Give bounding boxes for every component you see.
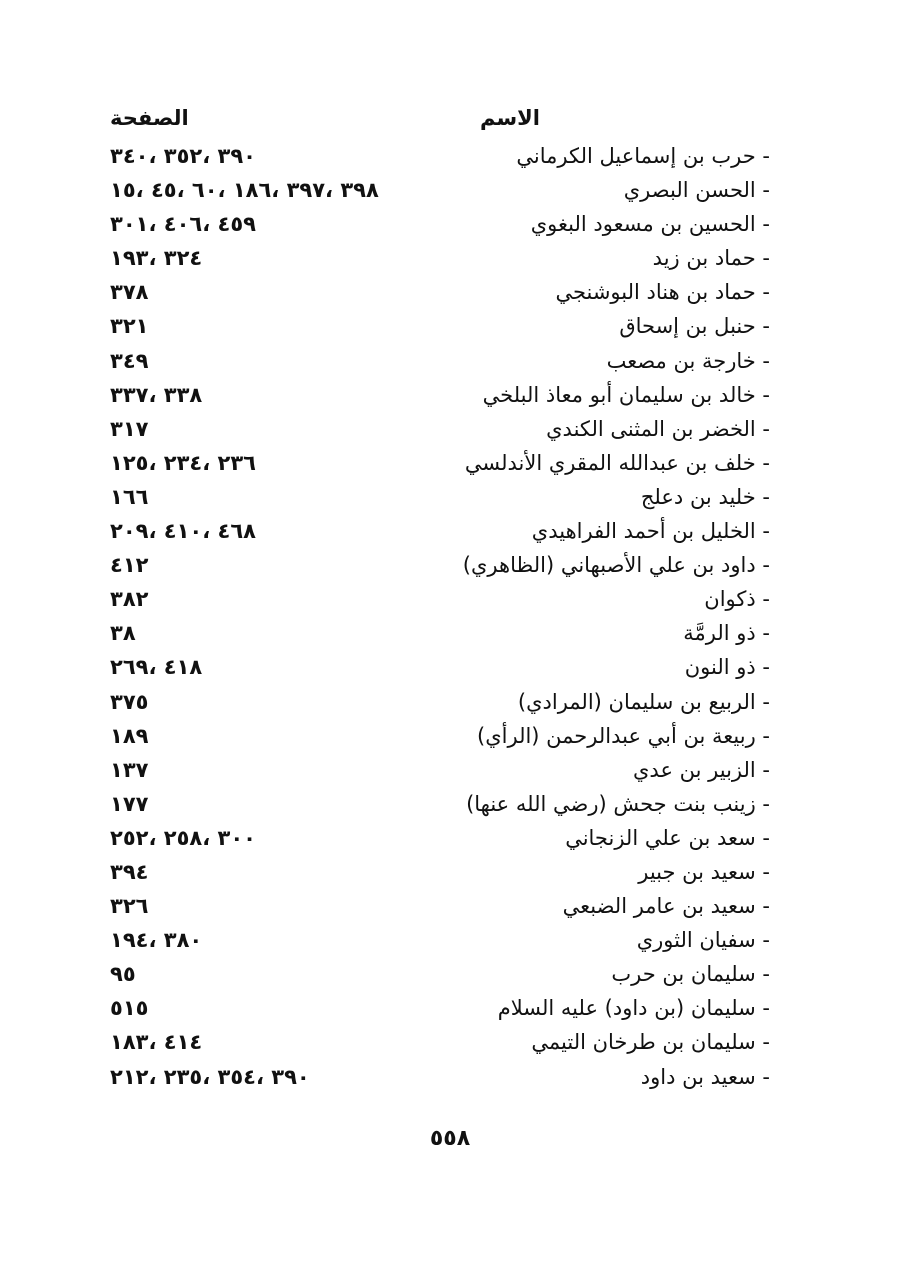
entry-name: - سليمان (بن داود) عليه السلام [497,996,770,1021]
entry-pages: ٤٥٩ ،٤٠٦ ،٣٠١ [110,212,256,237]
index-row [110,1062,770,1096]
entry-name: - الحسين بن مسعود البغوي [530,212,770,237]
entry-pages: ٩٥ [110,962,136,987]
entry-pages: ٣٩٤ [110,859,149,884]
index-row [110,823,770,857]
entry-name: - خلف بن عبدالله المقري الأندلسي [464,450,770,475]
entry-pages: ٣٨ [110,621,136,646]
entry-pages: ١٨٩ [110,723,149,748]
entry-pages: ٥١٥ [110,996,149,1021]
entry-name: - ذو النون [684,655,770,680]
entry-name: - الخضر بن المثنى الكندي [546,416,770,441]
entry-pages: ٢٣٦ ،٢٣٤ ،١٢٥ [110,450,256,475]
entry-pages: ٣٧٥ [110,689,149,714]
entry-pages: ٤١٤ ،١٨٣ [110,1030,203,1055]
entry-name: - سليمان بن طرخان التيمي [531,1030,770,1055]
index-row [110,550,770,584]
entry-pages: ٣٢٤ ،١٩٣ [110,246,203,271]
entry-name: - حماد بن زيد [652,246,770,271]
index-row [110,618,770,652]
index-row [110,789,770,823]
entry-name: - ذو الرمَّة [683,621,770,646]
index-row [110,414,770,448]
entry-name: - حرب بن إسماعيل الكرماني [516,144,770,168]
index-row [110,482,770,516]
index-row [110,721,770,755]
entry-pages: ٣٩٨ ،٣٩٧ ،١٨٦ ،٦٠ ،٤٥ ،١٥ [110,178,379,203]
index-row [110,687,770,721]
entry-name: - الخليل بن أحمد الفراهيدي [531,519,770,544]
index-row [110,857,770,891]
index-row [110,1027,770,1061]
entry-name: - ربيعة بن أبي عبدالرحمن (الرأي) [477,723,770,748]
entry-name: - الحسن البصري [623,178,770,203]
entry-name: - زينب بنت جحش (رضي الله عنها) [466,791,770,816]
entry-pages: ١٧٧ [110,791,149,816]
index-row [110,516,770,550]
entry-name: - خالد بن سليمان أبو معاذ البلخي [482,382,770,407]
entry-pages: ٣٢٦ [110,894,149,919]
entry-name: - سعيد بن داود [640,1064,770,1089]
entry-name: - الزبير بن عدي [632,757,770,782]
entry-pages: ٣٣٨ ،٣٣٧ [110,382,203,407]
index-row [110,993,770,1027]
index-row [110,175,770,209]
entry-pages: ٣٤٩ [110,348,149,373]
index-row [110,243,770,277]
index-row [110,209,770,243]
index-row [110,311,770,345]
entry-pages: ٣٩٠ ،٣٥٢ ،٣٤٠ [110,144,256,168]
index-list [110,141,770,1096]
entry-name: - خارجة بن مصعب [606,348,770,373]
entry-name: - سعيد بن عامر الضبعي [562,894,770,919]
entry-pages: ١٣٧ [110,757,149,782]
entry-pages: ٤١٢ [110,553,149,578]
page-number: ٥٥٨ [429,1126,471,1151]
index-row [110,891,770,925]
entry-pages: ٣٢١ [110,314,149,339]
entry-pages: ٤١٨ ،٢٦٩ [110,655,203,680]
entry-pages: ٣٩٠ ،٣٥٤ ،٢٣٥ ،٢١٢ [110,1064,310,1089]
entry-name: - سفيان الثوري [636,928,770,953]
entry-name: - سعيد بن جبير [638,859,770,884]
index-row [110,959,770,993]
entry-name: - حنبل بن إسحاق [619,314,770,339]
column-header-name: الاسم [480,106,540,130]
entry-pages: ١٦٦ [110,484,149,509]
entry-pages: ٣١٧ [110,416,149,441]
entry-name: - الربيع بن سليمان (المرادي) [517,689,770,714]
entry-name: - ذكوان [704,587,770,612]
entry-name: - سليمان بن حرب [611,962,770,987]
index-row [110,141,770,175]
entry-name: - حماد بن هناد البوشنجي [555,280,770,305]
index-row [110,925,770,959]
entry-pages: ٤٦٨ ،٤١٠ ،٢٠٩ [110,519,256,544]
index-row [110,277,770,311]
index-row [110,380,770,414]
entry-pages: ٣٧٨ [110,280,149,305]
entry-name: - سعد بن علي الزنجاني [565,825,770,850]
index-row [110,755,770,789]
entry-pages: ٣٨٠ ،١٩٤ [110,928,203,953]
index-row [110,448,770,482]
entry-pages: ٣٨٢ [110,587,149,612]
index-row [110,652,770,686]
column-header-page: الصفحة [110,106,189,130]
entry-name: - داود بن علي الأصبهاني (الظاهري) [462,553,770,578]
entry-name: - خليد بن دعلج [640,484,770,509]
entry-pages: ٣٠٠ ،٢٥٨ ،٢٥٢ [110,825,256,850]
index-row [110,584,770,618]
index-row [110,346,770,380]
